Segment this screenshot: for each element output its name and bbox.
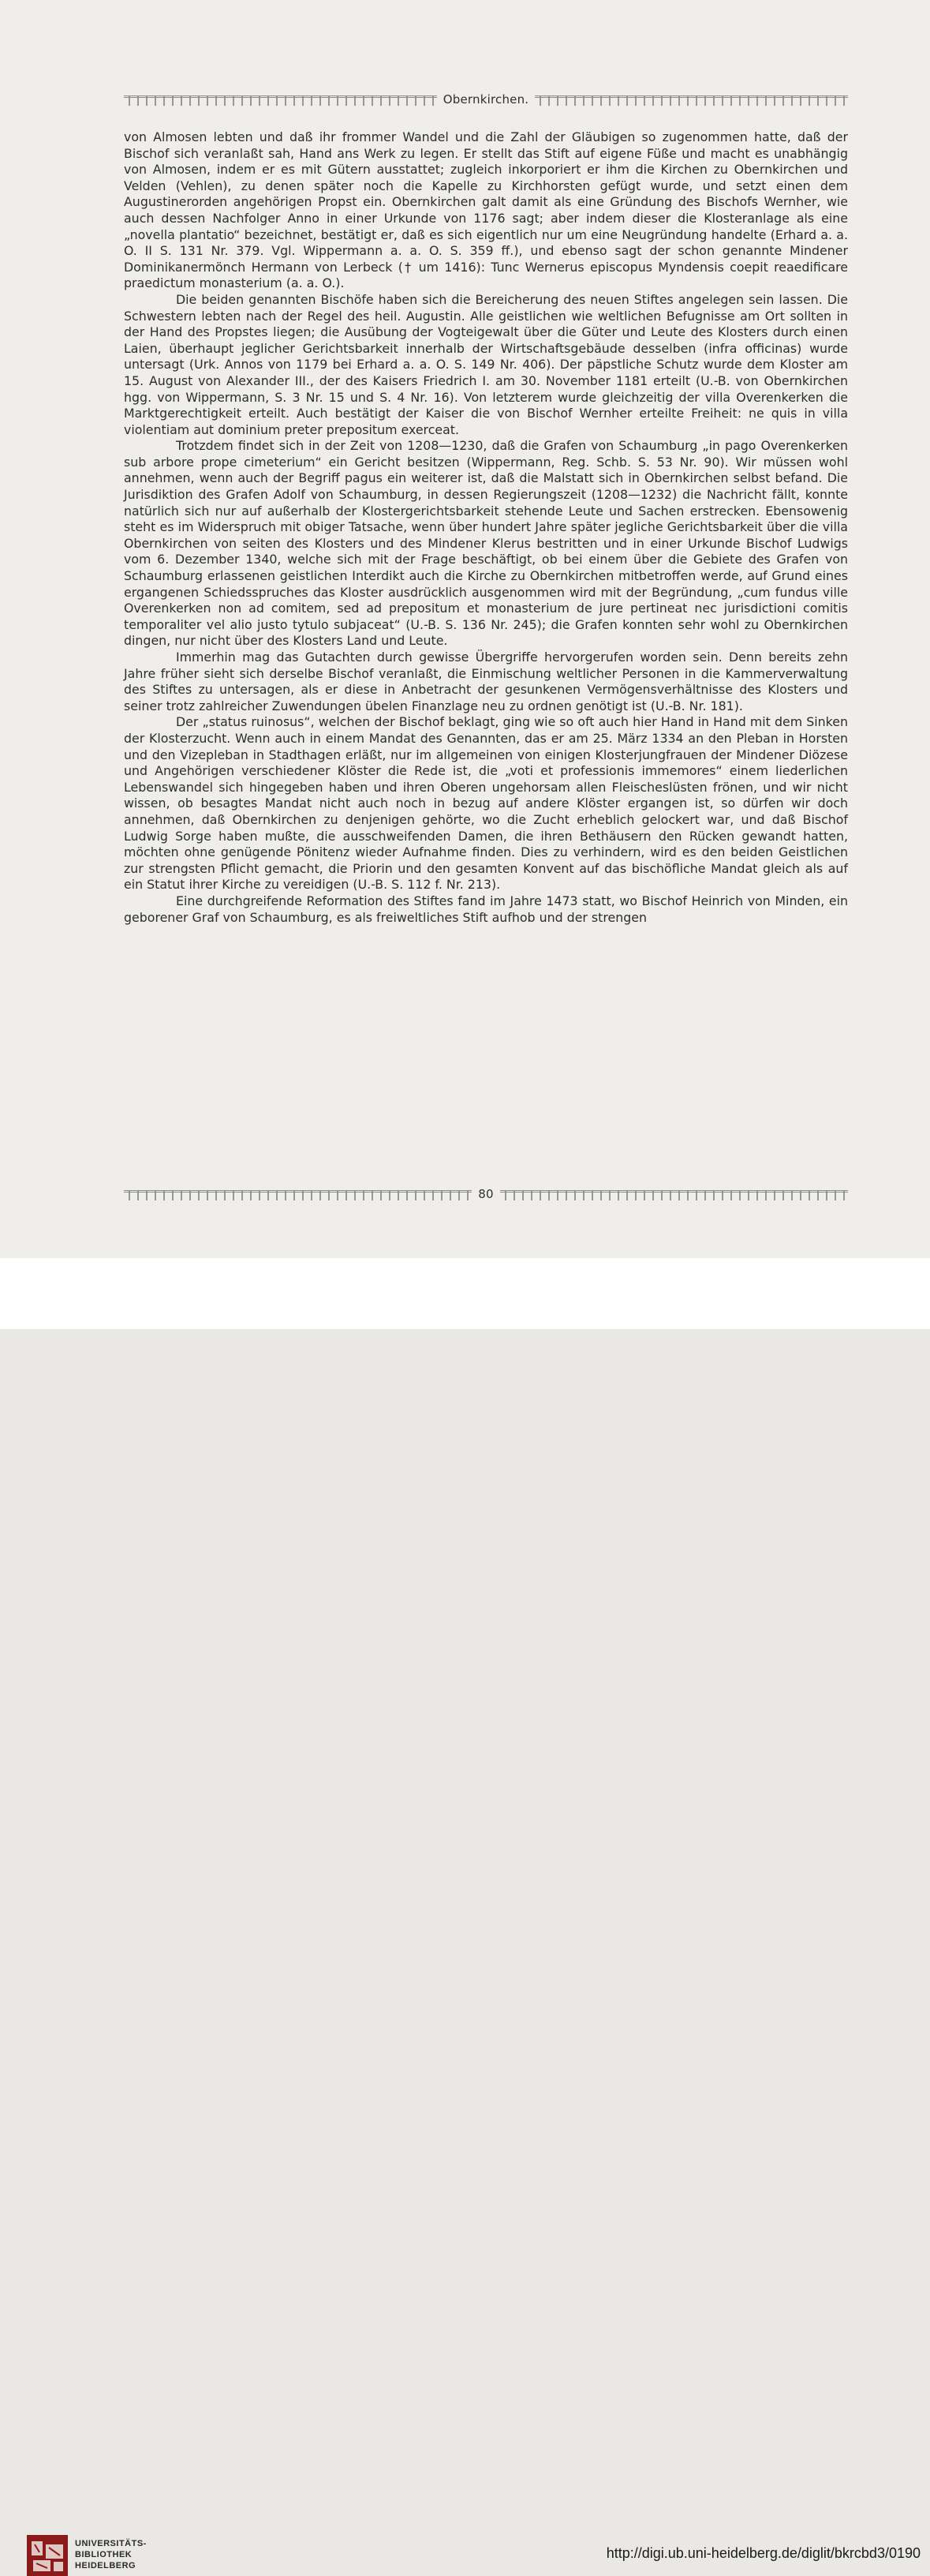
paragraph-6: Eine durchgreifende Reformation des Stiftes fand im Jahre 1473 statt, wo Bischof Heinrich von Minden, ein geborener Graf von Schaumburg, es als freiweltliches Stift aufhob und der strengen	[124, 893, 848, 925]
ornament-rule-right	[535, 95, 848, 106]
paragraph-2: Die beiden genannten Bischöfe haben sich die Bereicherung des neuen Stiftes angelegen sein lassen. Die Schwestern lebten nach der Regel des heil. Augustin. Alle geistlichen wie weltlichen Befugnisse am Ort sollten in der Hand des Propstes liegen; die Ausübung der Vogteigewalt über die Güter und Leute des Klosters durch einen Laien, überhaupt jeglicher Gerichtsbarkeit innerhalb der Wirtschaftsgebäude desselben (infra officinas) wurde untersagt (Urk. Annos von 1179 bei Erhard a. a. O. S. 149 Nr. 406). Der päpstliche Schutz wurde dem Kloster am 15. August von Alexander III., der des Kaisers Friedrich I. am 30. November 1181 erteilt (U.-B. von Obernkirchen hgg. von Wippermann, S. 3 Nr. 15 und S. 4 Nr. 16). Von letzterem wurde gleichzeitig der villa Overenkerken die Marktgerechtigkeit erteilt. Auch bestätigt der Kaiser die von Bischof Wernher erteilte Freiheit: ne quis in villa violentiam aut dominium preter prepositum exerceat.	[124, 291, 848, 437]
paragraph-5: Der „status ruinosus“, welchen der Bischof beklagt, ging wie so oft auch hier Hand in Hand mit dem Sinken der Klosterzucht. Wenn auch in einem Mandat des Genannten, das er am 25. März 1334 an den Pleban in Horsten und den Vizepleban in Stadthagen erläßt, nur im allgemeinen von einigen Klosterjungfrauen der Mindener Diözese und Angehörigen verschiedener Klöster die Rede ist, die „voti et professionis immemores“ einem liederlichen Lebenswandel sich hingegeben haben und ihren Oberen ungehorsam allen Fleischeslüsten frönen, und wir nicht wissen, ob besagtes Mandat nicht auch noch in bezug auf andere Klöster ergangen ist, so dürfen wir doch annehmen, daß Obernkirchen zu denjenigen gehörte, wo die Zucht erheblich gelockert war, und daß Bischof Ludwig Sorge haben mußte, die ausschweifenden Damen, die ihren Bethäusern den Rücken gewandt hatten, möchten ohne genügende Pönitenz wieder Aufnahme finden. Dies zu verhindern, wird es den beiden Geistlichen zur strengsten Pflicht gemacht, die Priorin und den gesamten Konvent auf das bischöfliche Mandat gleich als auf ein Statut ihrer Kirche zu vereidigen (U.-B. S. 112 f. Nr. 213).	[124, 714, 848, 893]
paragraph-3: Trotzdem findet sich in der Zeit von 1208—1230, daß die Grafen von Schaumburg „in pago Overenkerken sub arbore prope cimeterium“ ein Gericht besitzen (Wippermann, Reg. Schb. S. 53 Nr. 90). Wir müssen wohl annehmen, wenn auch der Begriff pagus ein weiterer ist, daß die Malstatt sich in Obernkirchen selbst befand. Die Jurisdiktion des Grafen Adolf von Schaumburg, in dessen Regierungszeit (1208—1232) die Nachricht fällt, konnte natürlich sich nur auf außerhalb der Klostergerichtsbarkeit stehende Leute und Sachen erstrecken. Ebensowenig steht es im Widerspruch mit obiger Tatsache, wenn über hundert Jahre später jegliche Gerichtsbarkeit über die villa Obernkirchen von seiten des Klosters und des Mindener Klerus bestritten und in einer Urkunde Bischof Ludwigs vom 6. Dezember 1340, welche sich mit der Frage beschäftigt, ob bei einem über die Gebiete des Grafen von Schaumburg erlassenen geistlichen Interdikt auch die Kirche zu Obernkirchen mitbetroffen werde, auf Grund eines ergangenen Schiedsspruches das Kloster ausdrücklich ausgenommen wird mit der Begründung, „cum fundus ville Overenkerken non ad comitem, sed ad prepositum et monasterium de jure pertineat nec jurisdictioni comitis temporaliter vel alio justo tytulo subjaceat“ (U.-B. S. 136 Nr. 245); die Grafen konnten sehr wohl zu Obernkirchen dingen, nur nicht über des Klosters Land und Leute.	[124, 438, 848, 649]
library-name	[75, 2538, 147, 2571]
body-text	[124, 129, 848, 926]
ornament-rule-left	[124, 1190, 472, 1200]
page-number: 80	[478, 1187, 494, 1201]
ornament-rule-right	[500, 1190, 848, 1200]
library-name-line: UNIVERSITÄTS-	[75, 2539, 147, 2548]
page-footer-rule	[124, 1185, 848, 1204]
library-name-line: HEIDELBERG	[75, 2561, 136, 2570]
running-title: Obernkirchen.	[443, 92, 529, 107]
source-url[interactable]: http://digi.ub.uni-heidelberg.de/diglit/bkrcbd3/0190	[606, 2545, 921, 2561]
ornament-rule-left	[124, 95, 437, 106]
library-name-line: BIBLIOTHEK	[75, 2550, 133, 2559]
paragraph-4: Immerhin mag das Gutachten durch gewisse Übergriffe hervorgerufen worden sein. Denn bereits zehn Jahre früher sieht sich derselbe Bischof veranlaßt, die Einmischung weltlicher Personen in die Kammerverwaltung des Stiftes zu untersagen, als er diese in Anbetracht der gesunkenen Vermögensverhältnisse des Klosters und seiner trotz zahlreicher Zuwendungen übelen Finanzlage neu zu ordnen genötigt ist (U.-B. Nr. 181).	[124, 650, 848, 713]
digitization-footer	[0, 1258, 930, 2570]
paragraph-1: von Almosen lebten und daß ihr frommer Wandel und die Zahl der Gläubigen so zugenommen hatte, daß der Bischof sich veranlaßt sah, Hand ans Werk zu legen. Er stellt das Stift auf eigene Füße und macht es unabhängig von Almosen, indem er es mit Gütern ausstattet; zugleich inkorporiert er ihm die Kirchen zu Obernkirchen und Velden (Vehlen), zu denen später noch die Kapelle zu Kirchhorsten gefügt wurde, und setzt einen dem Augustinerorden angehörigen Propst ein. Obernkirchen galt damit als eine Gründung des Bischofs Wernher, wie auch dessen Nachfolger Anno in einer Urkunde von 1176 sagt; aber indem dieser die Klosteranlage als eine „novella plantatio“ bezeichnet, bestätigt er, daß es sich eigentlich nur um eine Neugründung handelte (Erhard a. a. O. II S. 131 Nr. 379. Vgl. Wippermann a. a. O. S. 359 ff.), und ebenso sagt der schon genannte Mindener Dominikanermönch Hermann von Lerbeck († um 1416): Tunc Wernerus episcopus Myndensis coepit reaedificare praedictum monasterium (a. a. O.).	[124, 129, 848, 291]
scanned-page	[0, 0, 930, 1258]
library-logo-icon	[27, 2535, 68, 2576]
running-header	[124, 90, 848, 109]
